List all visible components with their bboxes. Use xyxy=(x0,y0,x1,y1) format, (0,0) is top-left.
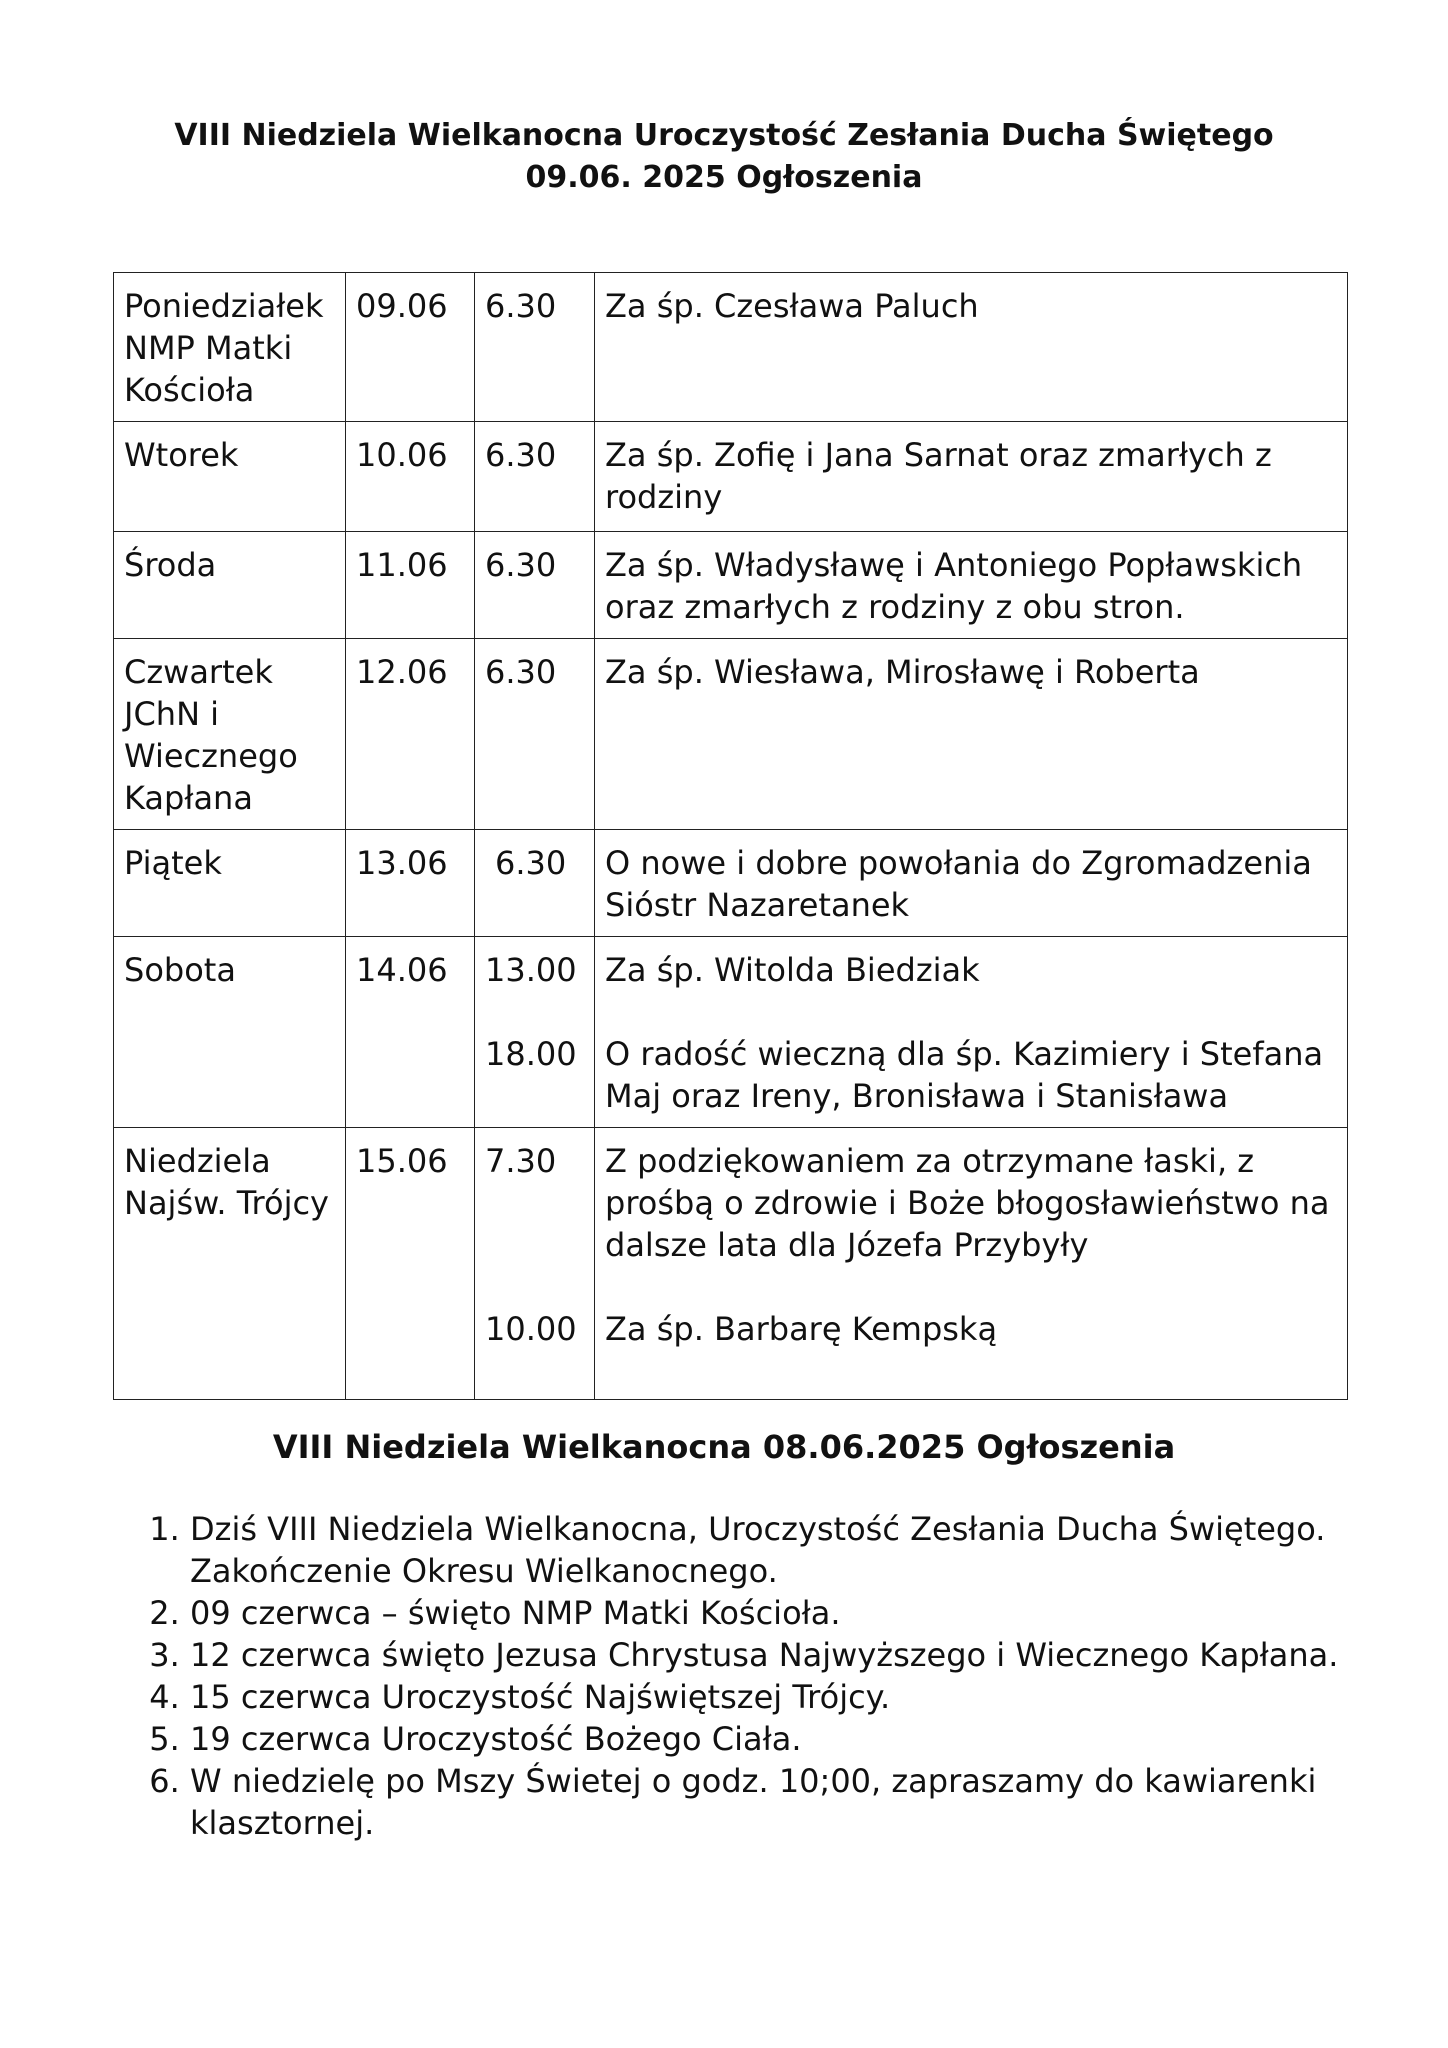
day-cell: Piątek xyxy=(114,830,346,937)
time-value: 18.00 xyxy=(485,1035,577,1073)
time-cell xyxy=(475,830,595,937)
date-cell: 14.06 xyxy=(346,937,475,1128)
list-item: 6. W niedzielę po Mszy Świetej o godz. 10;00, zapraszamy do kawiarenki klasztornej. xyxy=(190,1760,1350,1844)
announcements-list xyxy=(138,1508,1350,1844)
intention-text: Za śp. Witolda Biedziak xyxy=(605,951,980,989)
list-item: 3. 12 czerwca święto Jezusa Chrystusa Najwyższego i Wiecznego Kapłana. xyxy=(190,1634,1350,1676)
intention-cell: Za śp. Władysławę i Antoniego Popławskich oraz zmarłych z rodziny z obu stron. xyxy=(595,532,1348,639)
intention-cell: O nowe i dobre powołania do Zgromadzenia Sióstr Nazaretanek xyxy=(595,830,1348,937)
time-cell xyxy=(475,937,595,1128)
intention-text: O radość wieczną dla śp. Kazimiery i Stefana Maj oraz Ireny, Bronisława i Stanisława xyxy=(605,1035,1324,1115)
date-cell: 09.06 xyxy=(346,273,475,422)
intention-cell: Za śp. Czesława Paluch xyxy=(595,273,1348,422)
intention-text: Za śp. Barbarę Kempską xyxy=(605,1310,998,1348)
date-cell: 11.06 xyxy=(346,532,475,639)
table-row xyxy=(114,422,1348,532)
intention-cell xyxy=(595,1128,1348,1400)
date-cell: 13.06 xyxy=(346,830,475,937)
table-row xyxy=(114,639,1348,830)
list-item: 2. 09 czerwca – święto NMP Matki Kościoła. xyxy=(190,1592,1350,1634)
intention-cell: Za śp. Zofię i Jana Sarnat oraz zmarłych z rodziny xyxy=(595,422,1348,532)
day-cell: Środa xyxy=(114,532,346,639)
date-cell: 12.06 xyxy=(346,639,475,830)
time-cell: 6.30 xyxy=(475,422,595,532)
list-item: 4. 15 czerwca Uroczystość Najświętszej Trójcy. xyxy=(190,1676,1350,1718)
announcements-heading: VIII Niedziela Wielkanocna 08.06.2025 Ogłoszenia xyxy=(272,1428,1176,1466)
time-cell: 6.30 xyxy=(475,273,595,422)
table-row xyxy=(114,273,1348,422)
time-cell: 6.30 xyxy=(475,532,595,639)
table-row xyxy=(114,532,1348,639)
table-row xyxy=(114,937,1348,1128)
time-value: 7.30 xyxy=(485,1142,557,1180)
date-cell: 10.06 xyxy=(346,422,475,532)
list-item: 1. Dziś VIII Niedziela Wielkanocna, Uroczystość Zesłania Ducha Świętego. Zakończenie Okresu Wielkanocnego. xyxy=(190,1508,1350,1592)
intention-cell xyxy=(595,937,1348,1128)
time-cell xyxy=(475,1128,595,1400)
day-cell: Poniedziałek NMP Matki Kościoła xyxy=(114,273,346,422)
table-row xyxy=(114,1128,1348,1400)
mass-schedule-table xyxy=(113,272,1348,1400)
time-cell: 6.30 xyxy=(475,639,595,830)
page-subtitle-date: 09.06. 2025 Ogłoszenia xyxy=(525,160,923,195)
table-row xyxy=(114,830,1348,937)
time-value: 6.30 xyxy=(495,844,567,882)
intention-cell: Za śp. Wiesława, Mirosławę i Roberta xyxy=(595,639,1348,830)
intention-text: Z podziękowaniem za otrzymane łaski, z prośbą o zdrowie i Boże błogosławieństwo na dalsze lata dla Józefa Przybyły xyxy=(605,1142,1330,1264)
day-cell: Czwartek JChN i Wiecznego Kapłana xyxy=(114,639,346,830)
time-value: 13.00 xyxy=(485,951,577,989)
date-cell: 15.06 xyxy=(346,1128,475,1400)
day-cell: Wtorek xyxy=(114,422,346,532)
page-title: VIII Niedziela Wielkanocna Uroczystość Zesłania Ducha Świętego xyxy=(174,118,1274,153)
day-cell: Niedziela Najśw. Trójcy xyxy=(114,1128,346,1400)
day-cell: Sobota xyxy=(114,937,346,1128)
time-value: 10.00 xyxy=(485,1310,577,1348)
list-item: 5. 19 czerwca Uroczystość Bożego Ciała. xyxy=(190,1718,1350,1760)
